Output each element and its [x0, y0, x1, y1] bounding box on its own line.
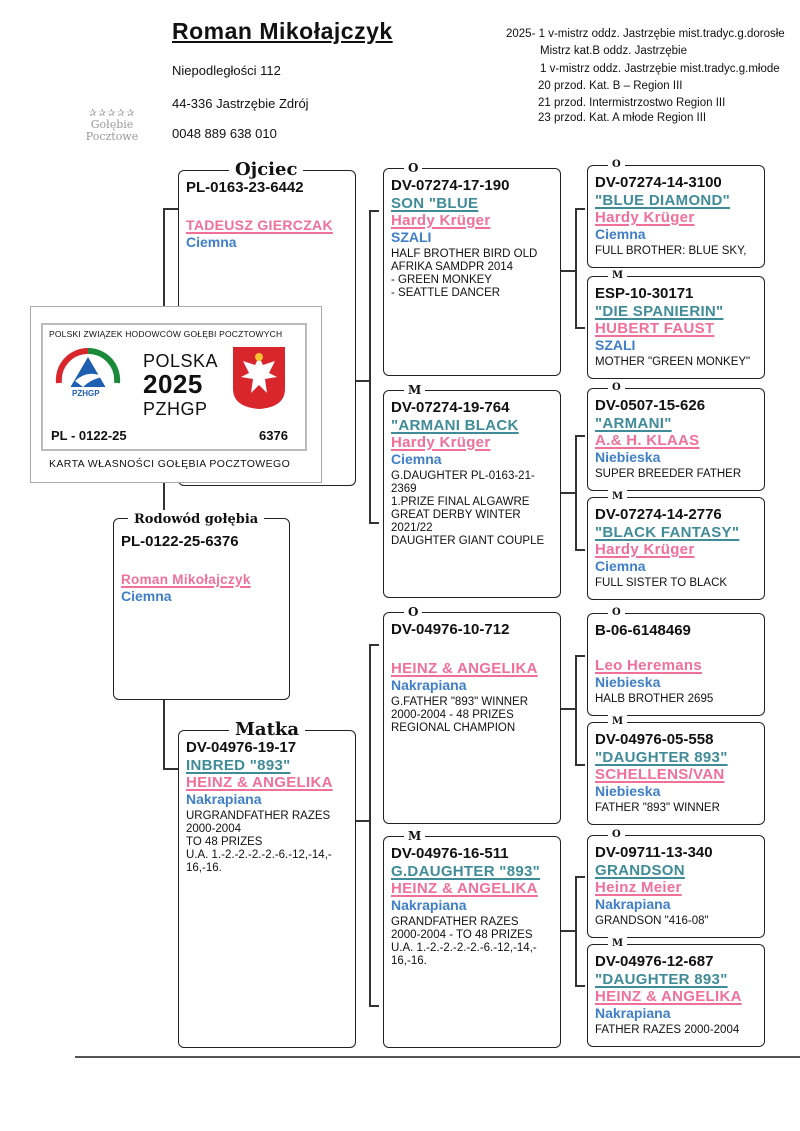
ff-name: SON "BLUE	[391, 195, 479, 212]
subject-ring: PL-0122-25-6376	[121, 533, 239, 550]
connector	[356, 820, 370, 822]
connector	[369, 522, 379, 524]
fff-note: FULL BROTHER: BLUE SKY,	[595, 245, 747, 257]
connector	[369, 1005, 379, 1007]
subject-color: Ciemna	[121, 588, 172, 604]
mmm-label: M	[608, 937, 627, 951]
mm-ring: DV-04976-16-511	[391, 845, 509, 862]
fm-note: G.DAUGHTER PL-0163-21-	[391, 470, 535, 482]
fff-color: Ciemna	[595, 226, 646, 242]
fmf-ring: DV-0507-15-626	[595, 397, 706, 414]
card-number: 6376	[259, 428, 288, 443]
mother-breeder: HEINZ & ANGELIKA	[186, 774, 333, 791]
ff-note: AFRIKA SAMDPR 2014	[391, 261, 514, 273]
ffm-label: M	[608, 269, 627, 283]
fmf-box	[587, 382, 765, 491]
mfm-note: FATHER "893" WINNER	[595, 802, 720, 814]
ownership-card	[30, 306, 322, 483]
mf-ring: DV-04976-10-712	[391, 621, 510, 638]
mother-name: INBRED "893"	[186, 757, 291, 774]
father-color: Ciemna	[186, 234, 237, 250]
mfm-box	[587, 716, 765, 825]
mmf-ring: DV-09711-13-340	[595, 844, 713, 861]
mfm-name: "DAUGHTER 893"	[595, 749, 728, 766]
fm-note: 1.PRIZE FINAL ALGAWRE	[391, 496, 530, 508]
mf-breeder: HEINZ & ANGELIKA	[391, 660, 538, 677]
fm-label: M	[404, 383, 425, 397]
achievement-line: 21 przod. Intermistrzostwo Region III	[538, 97, 726, 109]
ff-note: - SEATTLE DANCER	[391, 287, 501, 299]
mff-box	[587, 607, 765, 716]
connector	[575, 985, 585, 987]
connector	[163, 700, 165, 770]
fff-name: "BLUE DIAMOND"	[595, 192, 731, 209]
father-label: Ojciec	[229, 160, 303, 180]
connector	[356, 380, 370, 382]
fm-note: GREAT DERBY WINTER	[391, 509, 521, 521]
ffm-ring: ESP-10-30171	[595, 285, 694, 302]
stars-icon: ✰✰✰✰✰	[88, 108, 136, 119]
connector	[163, 208, 178, 210]
club-logo	[76, 108, 148, 143]
fmm-label: M	[608, 490, 627, 504]
mfm-breeder: SCHELLENS/VAN	[595, 766, 725, 783]
card-brand: PZHGP	[143, 399, 208, 419]
subject-breeder: Roman Mikołajczyk	[121, 572, 251, 587]
fmf-color: Niebieska	[595, 449, 661, 465]
connector	[575, 208, 577, 328]
mm-note: U.A. 1.-2.-2.-2.-2.-6.-12,-14,-	[391, 942, 537, 954]
achievement-line: 2025- 1 v-mistrz oddz. Jastrzębie mist.tradyc.g.dorosłe	[506, 28, 785, 40]
mff-breeder: Leo Heremans	[595, 657, 702, 674]
mother-box	[178, 719, 356, 1048]
fm-color: Ciemna	[391, 451, 442, 467]
card-country: POLSKA	[143, 351, 219, 371]
fmf-breeder: A.& H. KLAAS	[595, 432, 700, 449]
ff-box	[383, 161, 561, 376]
connector	[369, 644, 371, 1006]
fmm-note: FULL SISTER TO BLACK	[595, 577, 728, 589]
card-org: POLSKI ZWIĄZEK HODOWCÓW GOŁĘBI POCZTOWYCH	[49, 329, 283, 339]
owner-street: Niepodległości 112	[172, 63, 281, 78]
mmf-box	[587, 829, 765, 938]
logo-line-1: Gołębie	[90, 118, 134, 131]
mother-note: URGRANDFATHER RAZES	[186, 810, 331, 822]
fm-note: 2369	[391, 483, 417, 495]
mf-note: G.FATHER "893" WINNER	[391, 696, 529, 708]
card-year: 2025	[143, 369, 203, 399]
subject-box	[113, 512, 290, 700]
mother-label: Matka	[229, 720, 305, 740]
mf-box	[383, 605, 561, 824]
mmm-box	[587, 938, 765, 1047]
connector	[163, 768, 178, 770]
father-breeder: TADEUSZ GIERCZAK	[186, 217, 333, 233]
mother-note: 16,-16.	[186, 862, 222, 874]
fm-note: 2021/22	[391, 522, 433, 534]
card-ring: PL - 0122-25	[51, 428, 127, 443]
mff-note: HALB BROTHER 2695	[595, 693, 714, 705]
ffm-breeder: HUBERT FAUST	[595, 320, 715, 337]
mf-label: O	[404, 605, 422, 619]
fmm-color: Ciemna	[595, 558, 646, 574]
mff-ring: B-06-6148469	[595, 622, 691, 639]
mm-note: 16,-16.	[391, 955, 427, 967]
connector	[560, 708, 576, 710]
mmm-ring: DV-04976-12-687	[595, 953, 714, 970]
mmf-breeder: Heinz Meier	[595, 879, 682, 896]
mmm-note: FATHER RAZES 2000-2004	[595, 1024, 740, 1036]
fmm-box	[587, 491, 765, 600]
owner-phone: 0048 889 638 010	[172, 126, 277, 141]
fmm-name: "BLACK FANTASY"	[595, 524, 740, 541]
fmf-note: SUPER BREEDER FATHER	[595, 468, 742, 480]
connector	[575, 549, 585, 551]
mm-name: G.DAUGHTER "893"	[391, 863, 541, 880]
fff-label: O	[608, 158, 625, 172]
fmm-breeder: Hardy Krüger	[595, 541, 695, 558]
mother-color: Nakrapiana	[186, 791, 262, 807]
fm-box	[383, 383, 561, 598]
mother-ring: DV-04976-19-17	[186, 739, 297, 756]
mmf-note: GRANDSON "416-08"	[595, 915, 709, 927]
ffm-name: "DIE SPANIERIN"	[595, 303, 724, 320]
mmm-breeder: HEINZ & ANGELIKA	[595, 988, 742, 1005]
connector	[575, 208, 585, 210]
connector	[575, 655, 585, 657]
ff-ring: DV-07274-17-190	[391, 177, 510, 194]
mm-label: M	[404, 829, 425, 843]
achievement-line: 23 przod. Kat. A młode Region III	[538, 112, 707, 124]
mmm-color: Nakrapiana	[595, 1005, 671, 1021]
mf-note: 2000-2004 - 48 PRIZES	[391, 709, 514, 721]
subject-label: Rodowód gołębia	[128, 510, 264, 530]
mf-note: REGIONAL CHAMPION	[391, 722, 516, 734]
ff-breeder: Hardy Krüger	[391, 212, 491, 229]
fmm-ring: DV-07274-14-2776	[595, 506, 722, 523]
connector	[560, 930, 576, 932]
mm-box	[383, 829, 561, 1048]
connector	[560, 270, 576, 272]
mother-note: U.A. 1.-2.-2.-2.-2.-6.-12,-14,-	[186, 849, 332, 861]
card-footer: KARTA WŁASNOŚCI GOŁĘBIA POCZTOWEGO	[49, 458, 291, 470]
connector	[369, 210, 371, 524]
fm-ring: DV-07274-19-764	[391, 399, 510, 416]
mmm-name: "DAUGHTER 893"	[595, 971, 728, 988]
fm-note: DAUGHTER GIANT COUPLE	[391, 535, 545, 547]
mf-color: Nakrapiana	[391, 677, 467, 693]
connector	[575, 876, 585, 878]
polish-eagle-icon	[231, 345, 287, 411]
ffm-color: SZALI	[595, 337, 636, 353]
card-badge: PZHGP	[72, 389, 100, 398]
fmf-name: "ARMANI"	[595, 415, 672, 432]
mff-color: Niebieska	[595, 674, 661, 690]
logo-line-2: Pocztowe	[85, 130, 139, 143]
ff-label: O	[404, 161, 422, 175]
connector	[575, 655, 577, 765]
bottom-rule	[75, 1056, 800, 1058]
ffm-box	[587, 270, 765, 379]
owner-name: Roman Mikołajczyk	[172, 18, 393, 44]
fm-name: "ARMANI BLACK	[391, 417, 519, 434]
connector	[560, 492, 576, 494]
mm-note: 2000-2004 - TO 48 PRIZES	[391, 929, 533, 941]
connector	[575, 764, 585, 766]
mff-name	[595, 640, 758, 657]
achievement-line: Mistrz kat.B oddz. Jastrzębie	[540, 45, 687, 57]
mff-label: O	[608, 606, 625, 620]
mfm-color: Niebieska	[595, 783, 661, 799]
eagle-shield-icon	[231, 345, 287, 411]
mother-note: 2000-2004	[186, 823, 241, 835]
fff-ring: DV-07274-14-3100	[595, 174, 722, 191]
achievement-line: 20 przod. Kat. B – Region III	[538, 80, 683, 92]
ff-color: SZALI	[391, 229, 432, 245]
achievement-line: 1 v-mistrz oddz. Jastrzębie mist.tradyc.g.młode	[540, 63, 780, 75]
mm-color: Nakrapiana	[391, 897, 467, 913]
fmf-label: O	[608, 381, 625, 395]
ffm-note: MOTHER "GREEN MONKEY"	[595, 356, 751, 368]
mfm-ring: DV-04976-05-558	[595, 731, 714, 748]
mmf-label: O	[608, 828, 625, 842]
ff-note: - GREEN MONKEY	[391, 274, 492, 286]
mm-breeder: HEINZ & ANGELIKA	[391, 880, 538, 897]
mmf-color: Nakrapiana	[595, 896, 671, 912]
connector	[369, 210, 379, 212]
mf-name	[391, 639, 554, 656]
mmf-name: GRANDSON	[595, 862, 685, 879]
mm-note: GRANDFATHER RAZES	[391, 916, 519, 928]
owner-city: 44-336 Jastrzębie Zdrój	[172, 96, 309, 111]
pzhgp-emblem	[53, 343, 123, 409]
fff-box	[587, 159, 765, 268]
fm-breeder: Hardy Krüger	[391, 434, 491, 451]
connector	[575, 327, 585, 329]
pzhgp-emblem-icon	[53, 343, 123, 409]
ff-note: HALF BROTHER BIRD OLD	[391, 248, 538, 260]
connector	[369, 644, 379, 646]
connector	[575, 435, 585, 437]
mother-note: TO 48 PRIZES	[186, 836, 263, 848]
fff-breeder: Hardy Krüger	[595, 209, 695, 226]
mfm-label: M	[608, 715, 627, 729]
father-ring: PL-0163-23-6442	[186, 179, 304, 196]
